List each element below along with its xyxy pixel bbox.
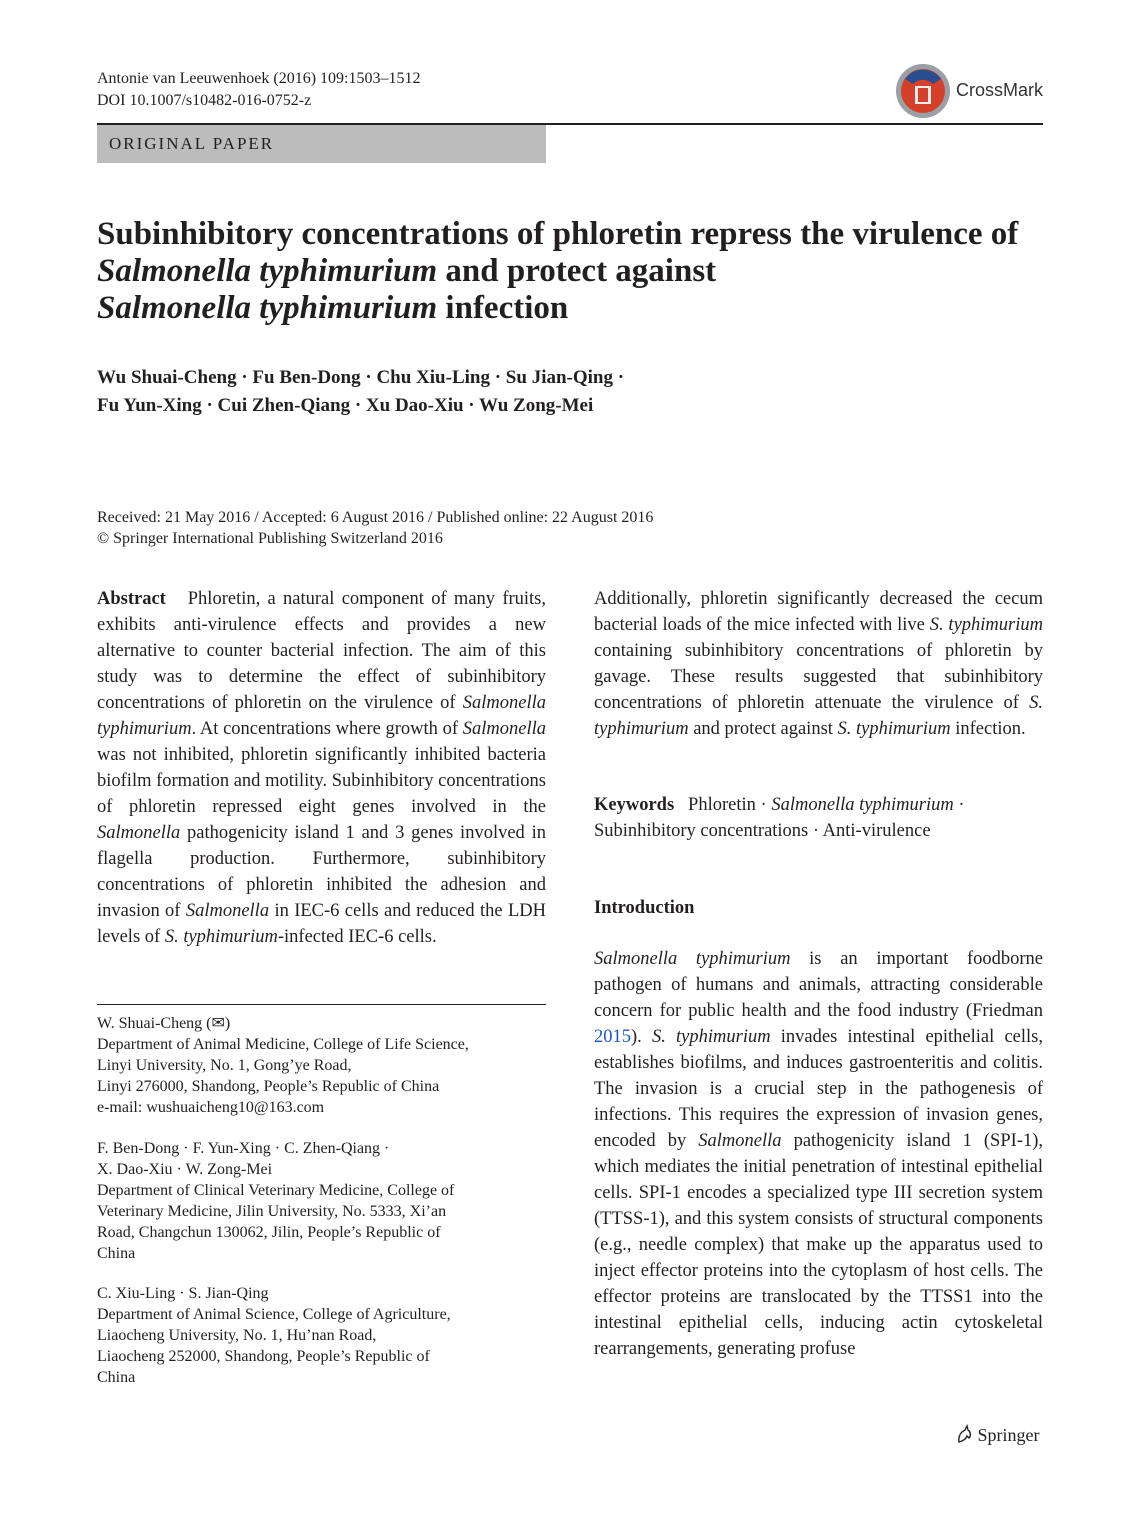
journal-line: Antonie van Leeuwenhoek (2016) 109:1503–1512 (97, 70, 421, 87)
authors-line-2: Fu Yun-Xing · Cui Zhen-Qiang · Xu Dao-Xiu · Wu Zong-Mei (97, 395, 594, 416)
publication-dates (97, 507, 653, 549)
section-badge: ORIGINAL PAPER (97, 125, 546, 163)
abstract-heading: Abstract (97, 589, 166, 609)
springer-logo (955, 1423, 1040, 1447)
abstract-left: Abstract Phloretin, a natural component of many fruits, exhibits anti-virulence effects and provides a new alternative to counter bacterial infection. The aim of this study was to determine the effect of subinhibitory concentrations of phloretin on the virulence of Salmonella typhimurium. At concentrations where growth of Salmonella was not inhibited, phloretin significantly inhibited bacteria biofilm formation and motility. Subinhibitory concentrations of phloretin repressed eight genes involved in the Salmonella pathogenicity island 1 and 3 genes involved in flagella production. Furthermore, subinhibitory concentrations of phloretin inhibited the adhesion and invasion of Salmonella in IEC-6 cells and reduced the LDH levels of S. typhimurium-infected IEC-6 cells. (97, 589, 547, 947)
email-link[interactable]: e-mail: wushuaicheng10@163.com (97, 1099, 325, 1116)
keywords: Keywords Phloretin · Salmonella typhimurium · Subinhibitory concentrations · Anti-virulence (594, 795, 965, 841)
footnote-rule (97, 1004, 546, 1005)
doi-line[interactable]: DOI 10.1007/s10482-016-0752-z (97, 92, 312, 109)
introduction-heading: Introduction (594, 898, 695, 918)
affiliation-1: W. Shuai-Cheng (✉) Department of Animal Medicine, College of Life Science, Linyi University, No. 1, Gong’ye Road, Linyi 276000, Shandong, People’s Republic of China e-mail: wushuaicheng10@163.com (97, 1013, 546, 1118)
abstract-right: Additionally, phloretin significantly decreased the cecum bacterial loads of the mice infected with live S. typhimurium containing subinhibitory concentrations of phloretin by gavage. These results suggested that subinhibitory concentrations of phloretin attenuate the virulence of S. typhimurium and protect against S. typhimurium infection. (594, 589, 1043, 739)
copyright-line: © Springer International Publishing Switzerland 2016 (97, 530, 443, 547)
crossmark-label: CrossMark (956, 80, 1044, 100)
affiliation-2: F. Ben-Dong · F. Yun-Xing · C. Zhen-Qiang · X. Dao-Xiu · W. Zong-Mei Department of Clinical Veterinary Medicine, College of Veterinary Medicine, Jilin University, No. 5333, Xi’an Road, Changchun 130062, Jilin, People’s Republic of China (97, 1140, 455, 1262)
springer-horse-icon (955, 1424, 973, 1444)
introduction-body: Salmonella typhimurium is an important foodborne pathogen of humans and animals, attracting considerable concern for public health and the food industry (Friedman 2015). S. typhimurium invades intestinal epithelial cells, establishes biofilms, and induces gastroenteritis and colitis. The invasion is a crucial step in the pathogenesis of infections. This requires the expression of invasion genes, encoded by Salmonella pathogenicity island 1 (SPI-1), which mediates the initial penetration of intestinal epithelial cells. SPI-1 encodes a specialized type III secretion system (TTSS-1), and this system consists of structural components (e.g., needle complex) that make up the apparatus used to inject effector proteins into the cytoplasm of host cells. The effector proteins are translocated by the TTSS1 into the intestinal epithelial cells, inducing actin cytoskeletal rearrangements, generating profuse (594, 949, 1043, 1359)
author-list (97, 364, 997, 420)
article-title: Subinhibitory concentrations of phloretin repress the virulence of Salmonella typhimurium and protect against Salmonella typhimurium infection (97, 216, 1019, 326)
journal-citation (97, 68, 420, 112)
crossmark-logo[interactable] (893, 62, 1043, 120)
dates-line: Received: 21 May 2016 / Accepted: 6 August 2016 / Published online: 22 August 2016 (97, 509, 654, 526)
publisher-name: Springer (977, 1425, 1040, 1445)
crossmark-icon (893, 62, 953, 120)
affiliation-3: C. Xiu-Ling · S. Jian-Qing Department of Animal Science, College of Agriculture, Liaocheng University, No. 1, Hu’nan Road, Liaocheng 252000, Shandong, People’s Republic of China (97, 1285, 451, 1386)
authors-line-1: Wu Shuai-Cheng · Fu Ben-Dong · Chu Xiu-Ling · Su Jian-Qing · (97, 367, 625, 388)
keywords-heading: Keywords (594, 795, 675, 815)
citation-link[interactable]: 2015 (594, 1027, 631, 1047)
